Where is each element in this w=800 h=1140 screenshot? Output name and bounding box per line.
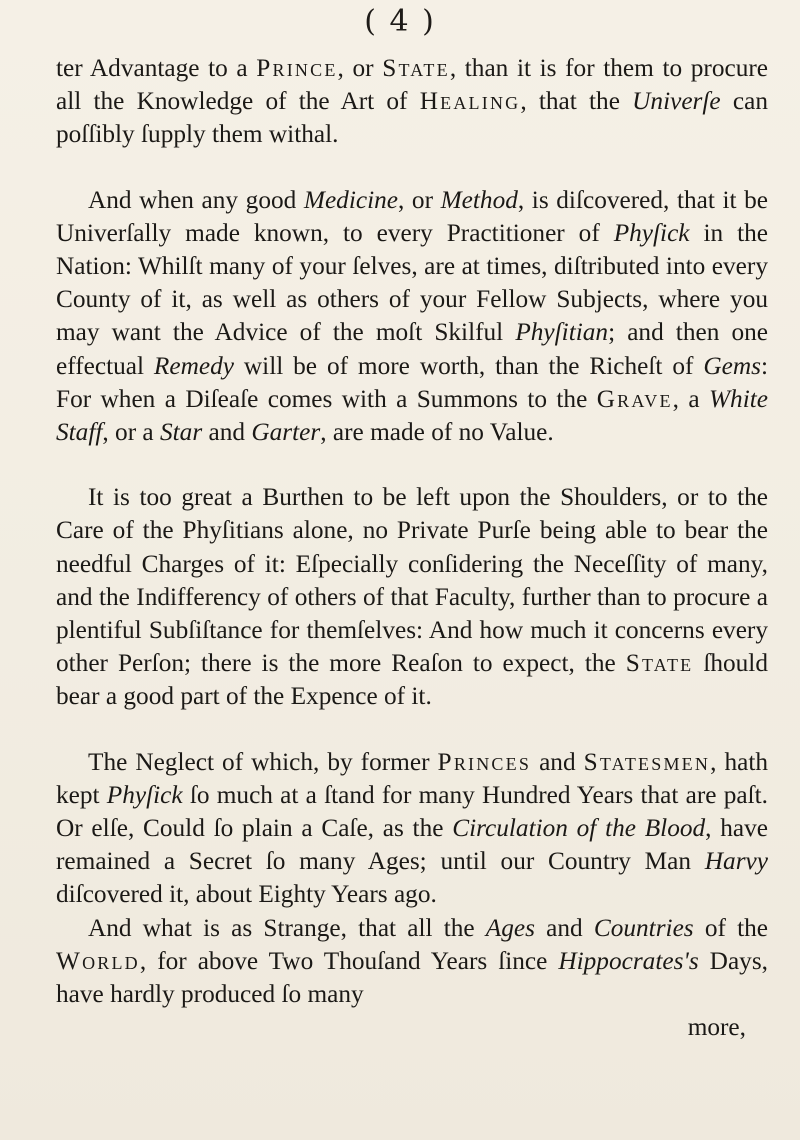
text-run: , have remained a Secret ſo many Ages; until our Country Man (56, 814, 768, 876)
small-caps-text: State (382, 54, 450, 82)
text-run: And what is as Strange, that all the (88, 913, 486, 942)
text-run: And when any good (88, 185, 304, 214)
body-text (56, 52, 768, 1044)
text-run: will be of more worth, than the Richeſt of (233, 351, 704, 380)
text-run: , are made of no Value. (320, 418, 554, 447)
text-run: and (534, 913, 594, 942)
page-number: ( 4 ) (364, 4, 436, 39)
small-caps-text: Healing (419, 87, 521, 116)
small-caps-text: Grave (596, 384, 673, 413)
text-run: , hath kept (56, 747, 768, 809)
text-run: diſcovered it, about Eighty Years ago. (56, 880, 437, 909)
italic-text: Medicine (303, 185, 398, 214)
text-run: , or (398, 185, 441, 214)
italic-text: Hippocrates's (558, 946, 699, 975)
italic-text: Circulation of the Blood (452, 814, 706, 843)
italic-text: Gems (703, 351, 761, 380)
small-caps-text: Statesmen (583, 747, 711, 776)
text-run: , that the (520, 87, 633, 116)
italic-text: Star (160, 418, 203, 447)
text-run: and (531, 747, 584, 776)
text-run: in the Nation: Whilſt many of your ſelves, are at times, diſtributed into every County of it, as well as others of your Fellow Subjects, where you may want the Advice of the moſt Skilful (56, 218, 768, 347)
italic-text: Garter (251, 418, 321, 447)
small-caps-text: Prince (256, 54, 338, 82)
italic-text: Phyſick (613, 218, 690, 247)
paragraph-p5 (56, 912, 768, 1045)
text-run: , or (337, 54, 383, 82)
italic-text: Phyſitian (515, 318, 609, 347)
small-caps-text: Princes (437, 747, 532, 776)
small-caps-text: World (56, 946, 140, 975)
text-run: ſo much at a ſtand for many Hundred Years that are paſt. Or elſe, Could ſo plain a Caſe, as the (56, 780, 768, 843)
text-run: : For when a Diſeaſe comes with a Summons to the (56, 351, 768, 413)
text-run: ; and then one effectual (56, 318, 768, 380)
text-run: ter Advantage to a (56, 54, 257, 82)
italic-text: Ages (485, 913, 535, 942)
text-run: , a (672, 384, 709, 413)
text-run: It is too great a Burthen to be left upon the Shoulders, or to the Care of the Phyſitians alone, no Private Purſe being able to bear the needful Charges of it: Eſpecially conſidering the Neceſſity of many, and the Indifferency of others of that Faculty, further than to procure a plentiful Subſiſtance for themſelves: And how much it concerns every other Perſon; there is the more Reaſon to expect, the (56, 483, 768, 678)
text-run: , is diſcovered, that it be Univerſally made known, to every Practitioner of (56, 185, 768, 247)
italic-text: Phyſick (106, 780, 183, 809)
text-run: , for above Two Thouſand Years ſince (139, 946, 559, 975)
paragraph-p4 (56, 746, 768, 912)
text-run: The Neglect of which, by former (88, 747, 438, 776)
text-run: and (202, 418, 252, 447)
italic-text: Univerſe (632, 87, 721, 116)
italic-text: Countries (593, 913, 694, 942)
italic-text: White Staff (56, 384, 768, 447)
paragraph-p2 (56, 184, 768, 450)
italic-text: Remedy (153, 351, 234, 380)
paragraph-p1 (56, 52, 768, 152)
text-run: ſhould bear a good part of the Expence of it. (56, 649, 768, 711)
text-run: , or a (102, 418, 160, 447)
italic-text: Harvy (704, 847, 768, 876)
small-caps-text: State (625, 649, 694, 678)
text-run: can poſſibly ſupply them withal. (56, 87, 768, 149)
text-run: Days, have hardly produced ſo many (56, 946, 768, 1009)
italic-text: Method (440, 185, 518, 214)
paragraph-p3 (56, 481, 768, 713)
text-run: , than it is for them to procure all the Knowledge of the Art of (56, 54, 769, 116)
text-run: of the (693, 913, 768, 942)
catchword: more, (687, 1013, 746, 1042)
